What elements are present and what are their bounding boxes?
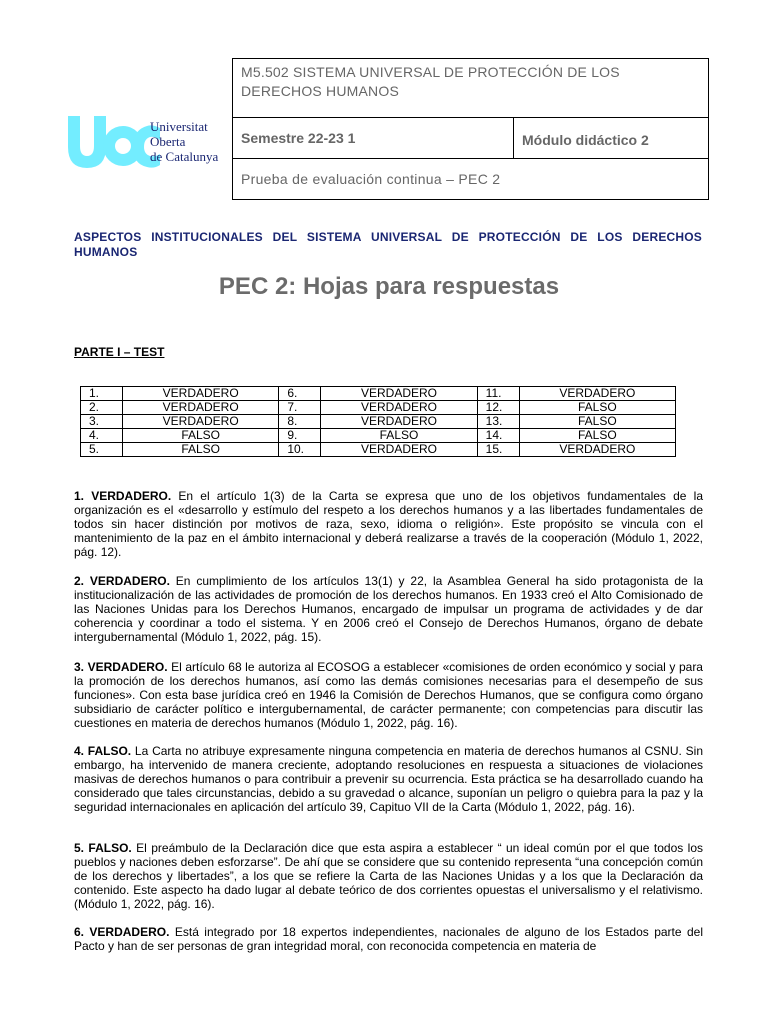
logo-line-2: Oberta (150, 134, 186, 149)
answer-value: VERDADERO (321, 443, 477, 457)
answers-row (81, 415, 676, 429)
question-number: 11. (477, 387, 519, 401)
answers-row (81, 387, 676, 401)
assessment-label: Prueba de evaluación continua – PEC 2 (233, 159, 709, 200)
answer-value: VERDADERO (123, 387, 279, 401)
answer-lead: 6. VERDADERO. (74, 925, 170, 939)
answers-row (81, 429, 676, 443)
question-number: 13. (477, 415, 519, 429)
answers-row (81, 443, 676, 457)
answer-lead: 3. VERDADERO. (74, 660, 168, 674)
answer-value: VERDADERO (519, 387, 675, 401)
answers-row (81, 401, 676, 415)
answer-text: En el artículo 1(3) de la Carta se expresa que uno de los objetivos fundamentales de la organización es el «desarrollo y estímulo del respeto a los derechos humanos y a las libertades fundamentales de todos sin hacer distinción por motivos de raza, sexo, idioma o religión». Este propósito se vincula con el mantenimiento de la paz en el ámbito internacional y deberá realizarse a través de la cooperación (Módulo 1, 2022, pág. 12). (74, 489, 703, 559)
answer-value: FALSO (519, 429, 675, 443)
question-number: 3. (81, 415, 123, 429)
answer-lead: 5. FALSO. (74, 841, 132, 855)
answer-lead: 4. FALSO. (74, 744, 132, 758)
answer-text: En cumplimiento de los artículos 13(1) y 22, la Asamblea General ha sido protagonista de la institucionalización de las actividades de promoción de los derechos humanos. En 1933 creó el Alto Comisionado de las Naciones Unidas para los Derechos Humanos, encargado de impulsar un programa de actividades y de dar coherencia y coordinar a todo el sistema. Y en 2006 creó el Consejo de Derechos Humanos, órgano de debate intergubernamental (Módulo 1, 2022, pág. 15). (74, 574, 703, 644)
question-number: 2. (81, 401, 123, 415)
question-number: 12. (477, 401, 519, 415)
question-number: 7. (279, 401, 321, 415)
answer-text: La Carta no atribuye expresamente ninguna competencia en materia de derechos humanos al CSNU. Sin embargo, ha intervenido de manera creciente, adoptando resoluciones en respuesta a situaciones de violaciones masivas de derechos humanos o para contribuir a prevenir su ocurrencia. Esta práctica se ha desarrollado cuando ha considerado que tales circunstancias, debido a su gravedad o alcance, suponían un peligro o quiebra para la paz y la seguridad internacionales en aplicación del artículo 39, Capituo VII de la Carta (Módulo 1, 2022, pág. 16). (74, 744, 703, 814)
answer-text: El artículo 68 le autoriza al ECOSOG a establecer «comisiones de orden económico y social y para la promoción de los derechos humanos, así como las demás comisiones necesarias para el desempeño de sus funciones». Con esta base jurídica creó en 1946 la Comisión de Derechos Humanos, que se configura como órgano subsidiario de carácter político e intergubernamental, de carácter permanente; con competencias para discutir las cuestiones en materia de derechos humanos (Módulo 1, 2022, pág. 16). (74, 660, 703, 730)
answer-text: Está integrado por 18 expertos independientes, nacionales de alguno de los Estados parte del Pacto y han de ser personas de gran integridad moral, con reconocida competencia en materia de (74, 925, 703, 953)
answer-text: El preámbulo de la Declaración dice que esta aspira a establecer “ un ideal común por el que todos los pueblos y naciones deben esforzarse”. De ahí que se considere que su contenido representa “una concepción común de los derechos y libertades”, a los que se refiere la Carta de las Naciones Unidas y a los que la Declaración da contenido. Este aspecto ha dado lugar al debate teórico de dos corrientes opuestas el universalismo y el relativismo. (Módulo 1, 2022, pág. 16). (74, 841, 703, 911)
uoc-logo-mark (68, 116, 228, 170)
question-number: 14. (477, 429, 519, 443)
section-subtitle: ASPECTOS INSTITUCIONALES DEL SISTEMA UNIVERSAL DE PROTECCIÓN DE LOS DERECHOS HUMANOS (74, 230, 702, 259)
semester-label: Semestre 22-23 1 (233, 118, 514, 159)
logo-line-3: de Catalunya (150, 149, 219, 164)
question-number: 9. (279, 429, 321, 443)
uoc-logo (68, 116, 228, 170)
question-number: 4. (81, 429, 123, 443)
module-label: Módulo didáctico 2 (514, 118, 709, 159)
part-heading: PARTE I – TEST (74, 345, 165, 359)
question-number: 1. (81, 387, 123, 401)
answer-value: VERDADERO (123, 401, 279, 415)
course-title: M5.502 SISTEMA UNIVERSAL DE PROTECCIÓN DE LOS DERECHOS HUMANOS (233, 59, 709, 118)
answer-paragraph-6 (74, 925, 703, 953)
course-header (232, 58, 709, 200)
answer-value: FALSO (321, 429, 477, 443)
answer-value: FALSO (123, 429, 279, 443)
question-number: 6. (279, 387, 321, 401)
answer-value: VERDADERO (321, 415, 477, 429)
answer-paragraph-2 (74, 574, 703, 644)
question-number: 15. (477, 443, 519, 457)
answer-value: FALSO (123, 443, 279, 457)
answer-paragraph-4 (74, 744, 703, 814)
question-number: 10. (279, 443, 321, 457)
answer-lead: 1. VERDADERO. (74, 489, 172, 503)
answer-paragraph-1 (74, 489, 703, 559)
page-title: PEC 2: Hojas para respuestas (218, 273, 560, 300)
answer-value: VERDADERO (321, 387, 477, 401)
question-number: 8. (279, 415, 321, 429)
answer-paragraph-5 (74, 841, 703, 911)
answer-paragraph-3 (74, 660, 703, 730)
logo-line-1: Universitat (150, 119, 208, 134)
answer-value: VERDADERO (123, 415, 279, 429)
answer-lead: 2. VERDADERO. (74, 574, 170, 588)
answer-value: VERDADERO (519, 443, 675, 457)
answer-value: FALSO (519, 415, 675, 429)
answer-value: VERDADERO (321, 401, 477, 415)
question-number: 5. (81, 443, 123, 457)
answer-value: FALSO (519, 401, 675, 415)
answers-table (80, 386, 676, 457)
